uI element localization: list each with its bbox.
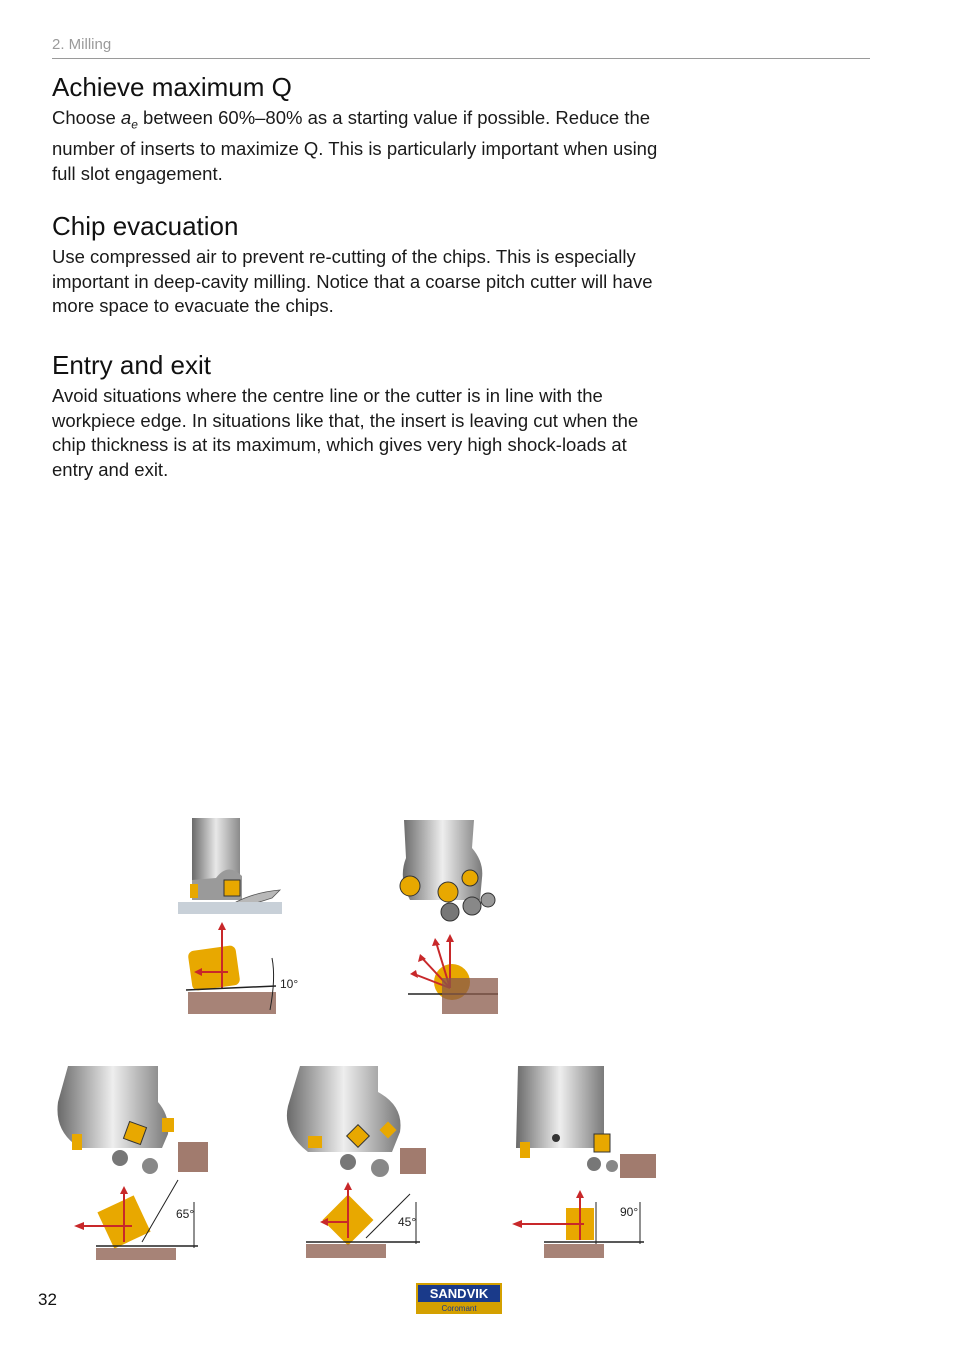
insert-icon — [520, 1142, 530, 1158]
arrowhead-icon — [344, 1182, 352, 1190]
workpiece-section — [178, 1142, 208, 1172]
section-chip-evacuation — [52, 211, 662, 319]
chip-icon — [142, 1158, 158, 1174]
chip-icon — [463, 897, 481, 915]
workpiece-section — [620, 1154, 656, 1178]
insert-icon — [594, 1134, 610, 1152]
angle-leg — [142, 1180, 178, 1242]
section-body: Use compressed air to prevent re-cutting of the chips. This is especially important in deep-cavity milling. Notice that a coarse pitch cutter will have more space to evacuate the chips. — [52, 246, 653, 316]
angle-label: 10° — [280, 977, 299, 991]
workpiece-section — [544, 1244, 604, 1258]
workpiece-section — [188, 992, 276, 1014]
insert-icon — [400, 876, 420, 896]
insert-icon — [308, 1136, 322, 1148]
workpiece-section — [400, 1148, 426, 1174]
cutter-body — [287, 1066, 401, 1152]
insert-icon — [190, 884, 198, 898]
insert-icon — [162, 1118, 174, 1132]
workpiece-section — [306, 1244, 386, 1258]
ae-variable: $a_e$ — [120, 107, 138, 132]
header-rule — [52, 58, 870, 59]
screw-icon — [552, 1134, 560, 1142]
arrowhead-icon — [446, 934, 454, 942]
arrowhead-icon — [74, 1222, 84, 1230]
chip-icon — [112, 1150, 128, 1166]
section-entry-exit — [52, 350, 662, 482]
chip-icon — [606, 1160, 618, 1172]
section-header: 2. Milling — [52, 36, 112, 53]
figure-round-insert-cutter — [392, 818, 512, 1018]
page-number: 32 — [38, 1290, 57, 1309]
workpiece-section — [96, 1248, 176, 1260]
arrowhead-icon — [410, 970, 418, 978]
insert-icon — [187, 945, 240, 991]
arrowhead-icon — [512, 1220, 522, 1228]
figure-10-degree-cutter — [176, 818, 306, 1018]
arrowhead-icon — [576, 1190, 584, 1198]
logo-bottom-text: Coromant — [441, 1304, 477, 1313]
cutter-body — [516, 1066, 604, 1148]
section-body: Avoid situations where the centre line or the cutter is in line with the workpiece edge. In situations like that, the insert is leaving cut when the chip thickness is at its maximum, which gives very high shock-loads at entry and exit. — [52, 385, 639, 480]
figure-45-degree-cutter — [278, 1062, 428, 1262]
section-title: Achieve maximum Q — [52, 72, 292, 102]
arrowhead-icon — [432, 938, 440, 946]
chip-icon — [587, 1157, 601, 1171]
angle-label: 45° — [398, 1215, 417, 1229]
logo-top-text: SANDVIK — [429, 1286, 489, 1301]
figure-90-degree-cutter — [504, 1062, 660, 1262]
workpiece-surface — [178, 902, 282, 914]
insert-icon — [224, 880, 240, 896]
insert-icon — [438, 882, 458, 902]
chip-icon — [441, 903, 459, 921]
chip-icon — [481, 893, 495, 907]
arrowhead-icon — [120, 1186, 128, 1194]
chip-icon — [371, 1159, 389, 1177]
insert-icon — [72, 1134, 82, 1150]
arrowhead-icon — [218, 922, 226, 930]
insert-icon — [462, 870, 478, 886]
chip-icon — [340, 1154, 356, 1170]
angle-label: 65° — [176, 1207, 195, 1221]
figure-65-degree-cutter — [50, 1062, 210, 1262]
workpiece-section — [442, 978, 498, 1014]
section-body: Choose $a_e$ between 60%–80% as a starting value if possible. Reduce the number of inserts to maximize Q. This is particularly important when using full slot engagement. — [52, 107, 658, 184]
section-achieve-max-q — [52, 72, 662, 186]
angle-label: 90° — [620, 1205, 639, 1219]
section-title: Chip evacuation — [52, 211, 239, 241]
section-title: Entry and exit — [52, 350, 211, 380]
sandvik-coromant-logo — [416, 1283, 502, 1314]
